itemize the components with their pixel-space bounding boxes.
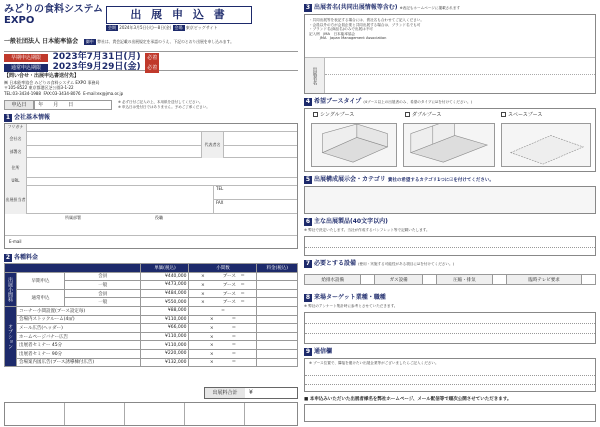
organizer-name: 一般社団法人 日本能率協会 (4, 38, 79, 45)
total-fee-label: 出展料合計 (205, 388, 245, 398)
regular-member-type: 会員 (65, 289, 141, 298)
apply-date-notes (118, 100, 298, 109)
tel-cell[interactable] (213, 186, 297, 200)
facility-table (304, 274, 596, 285)
event-date-label: 会期 (108, 25, 116, 30)
contact-phone: TEL:03-3434-1988 (4, 90, 41, 96)
early-general-type: 一般 (65, 281, 141, 290)
option-corner-price: ¥88,000 (141, 306, 189, 315)
company-kana-row[interactable] (5, 124, 297, 132)
form-title: 出 展 申 込 書 (106, 6, 252, 24)
section-5-number: 5 (305, 176, 311, 183)
deadline-early-note: 必着 (147, 55, 158, 61)
price-header-fee: 料金(税込) (257, 264, 298, 273)
section-2-heading (4, 254, 298, 262)
section-6-heading (304, 218, 596, 226)
option-banner-fee[interactable] (257, 332, 298, 341)
apply-date-row (4, 100, 298, 110)
exhibitor-name-instructions (309, 18, 424, 41)
exhibitor-line-5: JMA Japan Management Association (309, 36, 387, 40)
early-member-price: ¥440,000 (141, 272, 189, 281)
option-map-ad-fee[interactable] (257, 358, 298, 367)
office-use-cell-4 (185, 403, 245, 425)
exhibitor-name-input-1[interactable] (325, 57, 595, 75)
option-stock-fee[interactable] (257, 315, 298, 324)
section-9-heading (304, 348, 596, 356)
privacy-box (304, 404, 596, 422)
right-column (304, 4, 596, 424)
contact-block (4, 74, 298, 96)
deadline-regular-note: 必着 (147, 65, 158, 71)
option-row-seminar-45 (5, 341, 298, 350)
booth-space-label: スペースブース (508, 112, 543, 118)
booth-single-label: シングルブース (320, 112, 355, 118)
position-label: 役職 (155, 215, 163, 220)
early-general-price: ¥473,000 (141, 281, 189, 290)
regular-member-price: ¥484,000 (141, 289, 189, 298)
section-8-title: 来場ターゲット業種・職種 (314, 294, 386, 301)
price-header-qty: 小間数 (189, 264, 257, 273)
organizer-note: 弊社は、貴会記載の出展規定を承認のうえ、下記のとおり出展を申し込みます。 (97, 39, 234, 44)
facility-tv-label: 臨時テレビ要求 (507, 275, 582, 285)
section-2-number: 2 (5, 254, 11, 261)
apply-date-field[interactable] (34, 100, 112, 110)
price-row-regular-member (5, 289, 298, 298)
contact-org: ㈱ 日本能率協会 みどりの食料システム EXPO 事務局 (4, 79, 100, 85)
facility-gas-label: ガス設備 (375, 275, 422, 285)
regular-general-type: 一般 (65, 298, 141, 307)
section-3-heading (304, 4, 596, 12)
regular-member-fee[interactable] (257, 289, 298, 298)
apply-date-value: 年 月 日 (38, 102, 74, 108)
regular-apply-label: 通常申込 (17, 289, 65, 306)
section-3-title: 出展者名(共同出展情報等含む) (314, 4, 398, 11)
section-7-title: 必要とする設備 (314, 260, 357, 267)
option-map-ad-price: ¥132,000 (141, 358, 189, 367)
section-4-heading (304, 98, 596, 106)
option-banner-price: ¥110,000 (141, 332, 189, 341)
brand-title: みどりの食料システム EXPO (4, 4, 103, 26)
regular-general-fee[interactable] (257, 298, 298, 307)
dept-title-label: 所属部署 (65, 215, 81, 220)
email-label: E-mail (9, 239, 22, 244)
option-row-map-ad (5, 358, 298, 367)
contact-email: E-mail:ex@jma.or.jp (83, 90, 124, 96)
regular-member-qty[interactable]: × ブース ＝ (189, 289, 257, 298)
deadline-regular (4, 62, 298, 72)
main-product-divider (305, 247, 595, 248)
event-venue-value: 東京ビッグサイト (185, 25, 218, 30)
price-row-early-member (5, 272, 298, 281)
section-6-number: 6 (305, 218, 311, 225)
booth-fee-label: 出展小間料 (5, 272, 17, 306)
section-6-title: 主な出展製品(40文字以内) (314, 218, 388, 225)
booth-double-checkbox[interactable] (405, 112, 410, 117)
option-corner-name: コーナー小間設置(ブース設定毎) (17, 306, 141, 315)
price-header-blank (5, 264, 141, 273)
booth-double-label: ダブルブース (412, 112, 442, 118)
facility-row (305, 275, 596, 285)
section-9-title: 通信欄 (314, 348, 333, 355)
facility-gas-check[interactable] (422, 275, 436, 285)
event-date-value: 2024年3月5日(火)～8日(金) (119, 25, 172, 30)
category-box[interactable] (304, 186, 596, 214)
office-use-cell-1 (5, 403, 65, 425)
option-seminar-45-fee[interactable] (257, 341, 298, 350)
section-7-note: (使用・実施する可能性がある項目に☑を付けてください。) (358, 262, 454, 266)
exhibitor-line-1: ・共同出展等を表記する場合には、貴社名も合わせてご記入ください。 (309, 18, 424, 22)
booth-single-option[interactable] (313, 111, 354, 118)
address-label: 住所 (5, 158, 27, 178)
main-product-box[interactable] (304, 236, 596, 256)
company-info-grid (4, 123, 298, 249)
booth-space-option[interactable] (501, 111, 542, 118)
option-map-ad-qty[interactable]: × ＝ (189, 358, 257, 367)
section-2-title: 各種料金 (14, 254, 39, 261)
option-row-seminar-90 (5, 349, 298, 358)
option-mail-ad-qty[interactable]: × ＝ (189, 324, 257, 333)
deadline-box (4, 51, 298, 71)
option-seminar-45-price: ¥110,000 (141, 341, 189, 350)
section-4-number: 4 (305, 98, 311, 105)
price-header-row (5, 264, 298, 273)
option-banner-qty[interactable]: × ＝ (189, 332, 257, 341)
deadline-early-date: 2023年7月31日(月) (52, 52, 141, 62)
company-name-label: 会社名 (5, 132, 27, 146)
exhibitor-line-4: 記入例 JMA 日本能率協会 (309, 31, 356, 36)
target-audience-box[interactable] (304, 312, 596, 344)
apply-date-label: 申込日 (4, 100, 34, 110)
booth-double-illustration (403, 123, 495, 167)
company-kana-label: フリガナ (5, 124, 27, 132)
dept-label: 部署名 (5, 146, 27, 158)
section-6-note: ※ 弊社で決定いたします。当社が作成するパンフレット等で記載いたします。 (304, 228, 430, 232)
option-stock-name: 会場内ストックルーム(4㎡) (17, 315, 141, 324)
section-1-number: 1 (5, 114, 11, 121)
option-corner-qty[interactable]: = (189, 306, 257, 315)
booth-single-checkbox[interactable] (313, 112, 318, 117)
section-8-number: 8 (305, 294, 311, 301)
section-7-number: 7 (305, 260, 311, 267)
section-1-title: 会社基本情報 (14, 114, 51, 121)
facility-water-check[interactable] (361, 275, 375, 285)
contact-heading: 【問い合せ・出展申込書送付先】 (4, 73, 80, 79)
total-fee-box (204, 387, 298, 399)
option-stock-price: ¥110,000 (141, 315, 189, 324)
deadline-regular-date: 2023年9月29日(金) (52, 62, 141, 72)
option-seminar-90-name: 出展者セミナー 90分 (17, 349, 141, 358)
booth-single-illustration (311, 123, 397, 167)
exhibitor-name-input-2[interactable] (325, 75, 595, 93)
section-4-title: 希望ブースタイプ (314, 98, 362, 105)
regular-general-price: ¥550,000 (141, 298, 189, 307)
section-4-note: (4ブース以上の出展者のみ、希望のタイプに☑を付けてください。) (363, 100, 473, 104)
footer-notice: ■ 本申込みいただいた出展者様名を弊社ホームページ、メール配信等で順次公開させていただきます。 (304, 397, 512, 402)
apply-date-note-1: ※ 必ず日付ご記入の上、本用紙を送付してください。 (118, 100, 203, 104)
address-row[interactable] (5, 158, 297, 178)
url-label: URL (5, 178, 27, 186)
apply-date-note-2: ※ 申込日は受付日ではありません。予めご了承ください。 (118, 104, 210, 109)
contact-phone-line (4, 91, 298, 97)
option-label: オプション (5, 306, 17, 366)
option-seminar-45-qty[interactable]: × ＝ (189, 341, 257, 350)
facility-air-check[interactable] (493, 275, 507, 285)
contact-fax: FAX:03-3434-8076 (43, 90, 81, 96)
office-use-cell-2 (65, 403, 125, 425)
event-info-row (106, 25, 296, 31)
section-5-heading (304, 176, 596, 184)
option-banner-name: ホームページバナー広告 (17, 332, 141, 341)
section-1-heading (4, 114, 298, 122)
option-seminar-90-qty[interactable]: × ＝ (189, 349, 257, 358)
booth-type-box (304, 108, 596, 172)
section-8-heading (304, 294, 596, 302)
contact-person-label: 出展担当者 (5, 186, 27, 214)
section-9-number: 9 (305, 348, 311, 355)
booth-space-checkbox[interactable] (501, 112, 506, 117)
email-row[interactable] (5, 236, 297, 248)
section-7-heading (304, 260, 596, 268)
deadline-early-tag: 早期申込期限 (4, 54, 48, 62)
booth-space-svg (502, 124, 590, 166)
section-8-note: ※ 弊社のアンケート集計時に参考とさせていただきます。 (304, 304, 398, 308)
booth-single-svg (312, 124, 396, 166)
exhibitor-name-side-label: 出展者名 (305, 57, 325, 93)
facility-air-label: 圧縮・排気 (436, 275, 492, 285)
option-row-corner (5, 306, 298, 315)
organizer-honorific: 御中 (85, 39, 94, 44)
option-map-ad-name: 会場案内図広告(ブース誘導棟付広告) (17, 358, 141, 367)
contact-address: 〒105-8522 東京都港区芝公園3-1-22 (4, 85, 74, 90)
comm-divider-2 (305, 384, 595, 385)
tel-label: TEL (216, 186, 224, 191)
section-5-title: 出展構成展示会・カテゴリ (314, 176, 386, 183)
option-seminar-90-fee[interactable] (257, 349, 298, 358)
exhibitor-name-box (304, 14, 596, 94)
fax-label: FAX (216, 200, 224, 205)
option-seminar-45-name: 出展者セミナー 45分 (17, 341, 141, 350)
option-row-mail-ad (5, 324, 298, 333)
organizer-row (4, 36, 298, 48)
office-use-cell-3 (125, 403, 185, 425)
early-general-qty[interactable]: × ブース ＝ (189, 281, 257, 290)
price-table (4, 263, 298, 367)
option-mail-ad-price: ¥66,000 (141, 324, 189, 333)
url-row[interactable] (5, 178, 297, 186)
target-divider-1 (305, 323, 595, 324)
dept-title-row (5, 214, 297, 236)
total-fee-field[interactable]: ¥ (249, 389, 253, 396)
representative-cell[interactable] (201, 132, 297, 158)
price-header-unit: 単価(税込) (141, 264, 189, 273)
option-row-stock (5, 315, 298, 324)
brand-block (4, 4, 104, 30)
representative-label: 代表者名 (202, 132, 224, 158)
section-9-note: ※ ブース位置で、隣接を避けたい出展企業等がございましたらご記入ください。 (309, 361, 439, 365)
deadline-regular-tag: 通常申込期限 (4, 64, 48, 72)
section-3-number: 3 (305, 4, 311, 11)
communication-box[interactable] (304, 358, 596, 392)
section-3-note: ※表記もホームページに掲載されます (399, 6, 461, 10)
early-member-fee[interactable] (257, 272, 298, 281)
office-use-strip (4, 402, 298, 426)
early-general-fee[interactable] (257, 281, 298, 290)
option-mail-ad-name: メール広告(ヘッダー) (17, 324, 141, 333)
booth-double-svg (404, 124, 494, 166)
exhibitor-line-3: ・ブランド名(商品名)のみで出展は不可 (309, 27, 373, 31)
facility-water-label: 給排水設備 (305, 275, 361, 285)
option-stock-qty[interactable]: × ＝ (189, 315, 257, 324)
early-apply-label: 早期申込 (17, 272, 65, 289)
facility-tv-check[interactable] (582, 275, 596, 285)
early-member-qty[interactable]: × ブース ＝ (189, 272, 257, 281)
target-divider-2 (305, 333, 595, 334)
deadline-early (4, 52, 298, 62)
option-row-banner (5, 332, 298, 341)
exhibitor-line-2: ・会員以外の方が会員企業と共同出展する場合は、ブランド名でも可 (309, 22, 421, 27)
section-5-note: 貴社の希望するカテゴリ1つに☑を付けてください。 (387, 178, 494, 183)
booth-space-illustration (501, 123, 591, 167)
option-mail-ad-fee[interactable] (257, 324, 298, 333)
fax-cell[interactable] (213, 200, 297, 214)
option-corner-fee[interactable] (257, 306, 298, 315)
regular-general-qty[interactable]: × ブース ＝ (189, 298, 257, 307)
booth-double-option[interactable] (405, 111, 441, 118)
comm-divider-1 (305, 375, 595, 376)
early-member-type: 会員 (65, 272, 141, 281)
option-seminar-90-price: ¥220,000 (141, 349, 189, 358)
event-venue-label: 会場 (174, 25, 183, 30)
